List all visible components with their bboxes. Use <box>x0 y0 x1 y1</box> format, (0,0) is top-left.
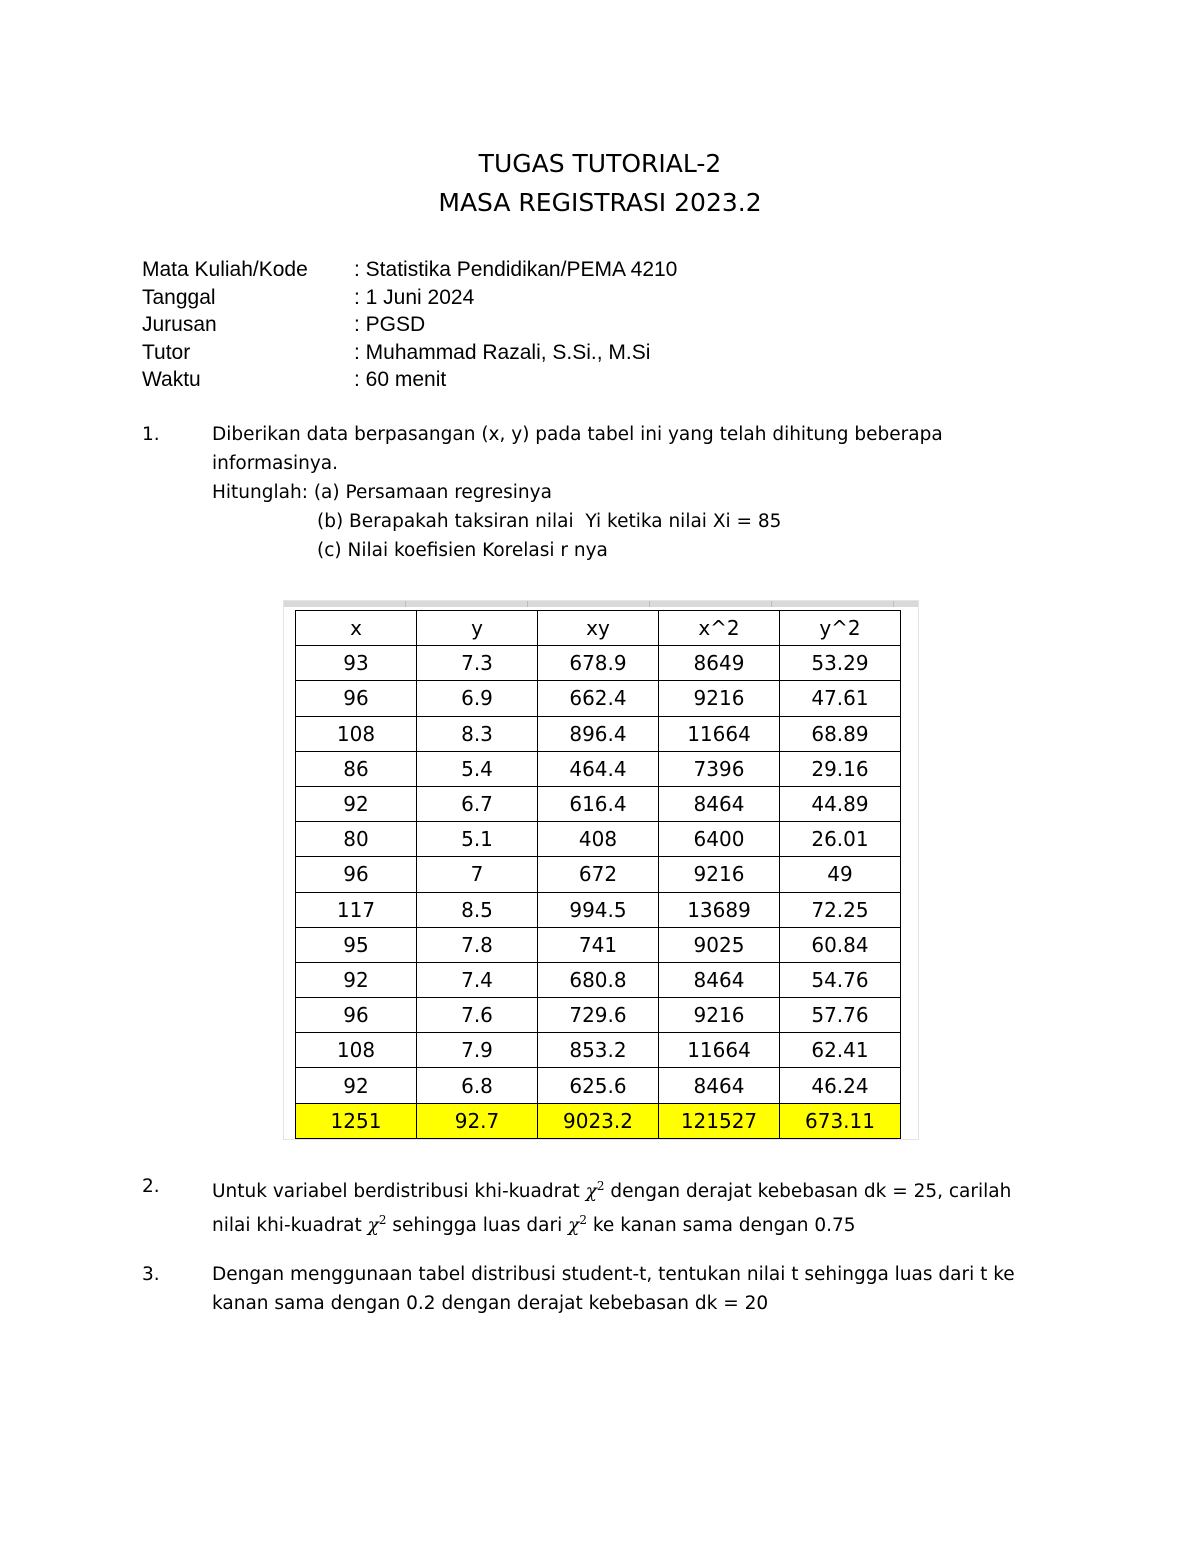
chi-letter: χ <box>585 1181 597 1203</box>
table-cell: 741 <box>538 927 659 962</box>
table-cell: 6.9 <box>417 681 538 716</box>
data-table <box>295 610 901 1139</box>
question-text: informasinya. <box>212 453 339 474</box>
chi-square-symbol <box>368 1215 387 1236</box>
question-text <box>212 1172 1072 1206</box>
text-segment: nilai khi-kuadrat <box>212 1215 368 1237</box>
table-row <box>296 1033 901 1068</box>
table-cell: 46.24 <box>780 1068 901 1103</box>
table-cell: 616.4 <box>538 786 659 821</box>
info-value: : 60 menit <box>354 368 447 391</box>
column-header: x^2 <box>659 611 780 646</box>
question-part-c: (c) Nilai koefisien Korelasi r nya <box>317 540 608 561</box>
total-cell: 673.11 <box>780 1103 901 1138</box>
table-cell: 672 <box>538 857 659 892</box>
table-row <box>296 716 901 751</box>
table-cell: 6.7 <box>417 786 538 821</box>
info-value: : 1 Juni 2024 <box>354 285 475 309</box>
table-cell: 72.25 <box>780 892 901 927</box>
table-row <box>296 822 901 857</box>
table-cell: 96 <box>296 998 417 1033</box>
table-cell: 47.61 <box>780 681 901 716</box>
question-text: kanan sama dengan 0.2 dengan derajat kebebasan dk = 20 <box>212 1293 769 1314</box>
table-cell: 6400 <box>659 822 780 857</box>
question-number: 3. <box>142 1264 160 1285</box>
table-cell: 8.3 <box>417 716 538 751</box>
info-row-tutor <box>142 339 677 367</box>
table-cell: 108 <box>296 716 417 751</box>
table-cell: 26.01 <box>780 822 901 857</box>
table-row <box>296 681 901 716</box>
table-cell: 994.5 <box>538 892 659 927</box>
question-text: Diberikan data berpasangan (x, y) pada tabel ini yang telah dihitung beberapa <box>212 424 943 445</box>
table-cell: 7.8 <box>417 927 538 962</box>
column-header: xy <box>538 611 659 646</box>
table-cell: 117 <box>296 892 417 927</box>
info-row-course <box>142 256 677 284</box>
table-cell: 6.8 <box>417 1068 538 1103</box>
info-label: Tutor <box>142 340 191 364</box>
question-part-a: Hitunglah: (a) Persamaan regresinya <box>212 482 552 503</box>
table-cell: 8464 <box>659 786 780 821</box>
table-cell: 5.1 <box>417 822 538 857</box>
table-cell: 62.41 <box>780 1033 901 1068</box>
page-subtitle: MASA REGISTRASI 2023.2 <box>438 188 762 217</box>
table-total-row <box>296 1103 901 1138</box>
info-label: Tanggal <box>142 285 216 309</box>
table-cell: 9216 <box>659 998 780 1033</box>
table-cell: 68.89 <box>780 716 901 751</box>
table-cell: 7.6 <box>417 998 538 1033</box>
column-header: y^2 <box>780 611 901 646</box>
table-cell: 896.4 <box>538 716 659 751</box>
info-label: Jurusan <box>142 313 217 336</box>
table-cell: 8464 <box>659 962 780 997</box>
column-header: x <box>296 611 417 646</box>
table-cell: 7 <box>417 857 538 892</box>
table-cell: 408 <box>538 822 659 857</box>
chi-exponent: 2 <box>579 1213 587 1228</box>
chi-letter: χ <box>568 1215 580 1237</box>
info-row-time <box>142 366 677 394</box>
question-body <box>212 420 1072 565</box>
table-row <box>296 962 901 997</box>
table-row <box>296 646 901 681</box>
table-cell: 86 <box>296 751 417 786</box>
table-row <box>296 927 901 962</box>
question-body <box>212 1172 1072 1240</box>
question-text: Dengan menggunaan tabel distribusi student-t, tentukan nilai t sehingga luas dari t ke <box>212 1264 1015 1285</box>
table-row <box>296 751 901 786</box>
question-part-b: (b) Berapakah taksiran nilai Yi ketika nilai Xi = 85 <box>317 511 782 532</box>
table-row <box>296 892 901 927</box>
chi-square-symbol <box>586 1181 605 1202</box>
table-cell: 54.76 <box>780 962 901 997</box>
table-cell: 625.6 <box>538 1068 659 1103</box>
table-cell: 7.3 <box>417 646 538 681</box>
table-cell: 92 <box>296 962 417 997</box>
table-cell: 11664 <box>659 716 780 751</box>
table-cell: 108 <box>296 1033 417 1068</box>
chi-letter: χ <box>367 1215 379 1237</box>
table-cell: 92 <box>296 1068 417 1103</box>
table-cell: 678.9 <box>538 646 659 681</box>
chi-exponent: 2 <box>596 1179 605 1193</box>
table-cell: 7.9 <box>417 1033 538 1068</box>
table-cell: 53.29 <box>780 646 901 681</box>
table-cell: 680.8 <box>538 962 659 997</box>
table-cell: 662.4 <box>538 681 659 716</box>
table-cell: 80 <box>296 822 417 857</box>
text-segment: sehingga luas dari <box>386 1215 569 1237</box>
question-body <box>212 1260 1072 1318</box>
info-value: : PGSD <box>354 313 426 336</box>
page-title: TUGAS TUTORIAL-2 <box>478 149 722 178</box>
question-text <box>212 1206 1072 1240</box>
total-cell: 9023.2 <box>538 1103 659 1138</box>
table-cell: 8.5 <box>417 892 538 927</box>
table-cell: 95 <box>296 927 417 962</box>
total-cell: 92.7 <box>417 1103 538 1138</box>
info-row-date <box>142 284 677 312</box>
table-cell: 29.16 <box>780 751 901 786</box>
table-row <box>296 1068 901 1103</box>
table-cell: 8649 <box>659 646 780 681</box>
table-body <box>296 646 901 1139</box>
question-number: 2. <box>142 1176 160 1197</box>
info-label: Mata Kuliah/Kode <box>142 258 308 281</box>
table-cell: 7.4 <box>417 962 538 997</box>
table-cell: 729.6 <box>538 998 659 1033</box>
question-number: 1. <box>142 424 160 445</box>
table-cell: 8464 <box>659 1068 780 1103</box>
table-cell: 9216 <box>659 857 780 892</box>
table-row <box>296 857 901 892</box>
table-header-row <box>296 611 901 646</box>
info-value: : Statistika Pendidikan/PEMA 4210 <box>354 258 678 281</box>
total-cell: 1251 <box>296 1103 417 1138</box>
table-cell: 464.4 <box>538 751 659 786</box>
course-info <box>142 256 677 394</box>
table-cell: 57.76 <box>780 998 901 1033</box>
table-cell: 5.4 <box>417 751 538 786</box>
table-row <box>296 786 901 821</box>
text-segment: dengan derajat kebebasan dk = 25, carilah <box>604 1181 1012 1203</box>
table-cell: 93 <box>296 646 417 681</box>
text-segment: Untuk variabel berdistribusi khi-kuadrat <box>212 1181 586 1203</box>
table-cell: 44.89 <box>780 786 901 821</box>
table-cell: 7396 <box>659 751 780 786</box>
table-cell: 92 <box>296 786 417 821</box>
column-header: y <box>417 611 538 646</box>
text-segment: ke kanan sama dengan 0.75 <box>587 1215 856 1237</box>
table-cell: 11664 <box>659 1033 780 1068</box>
chi-exponent: 2 <box>378 1213 387 1228</box>
total-cell: 121527 <box>659 1103 780 1138</box>
info-value: : Muhammad Razali, S.Si., M.Si <box>354 340 651 364</box>
table-cell: 853.2 <box>538 1033 659 1068</box>
table-cell: 96 <box>296 857 417 892</box>
table-cell: 9025 <box>659 927 780 962</box>
table-cell: 96 <box>296 681 417 716</box>
table-row <box>296 998 901 1033</box>
table-cell: 60.84 <box>780 927 901 962</box>
info-row-department <box>142 311 677 339</box>
table-cell: 49 <box>780 857 901 892</box>
chi-square-symbol <box>568 1215 587 1236</box>
info-label: Waktu <box>142 368 201 391</box>
table-cell: 13689 <box>659 892 780 927</box>
table-cell: 9216 <box>659 681 780 716</box>
data-table-image <box>284 601 918 1139</box>
